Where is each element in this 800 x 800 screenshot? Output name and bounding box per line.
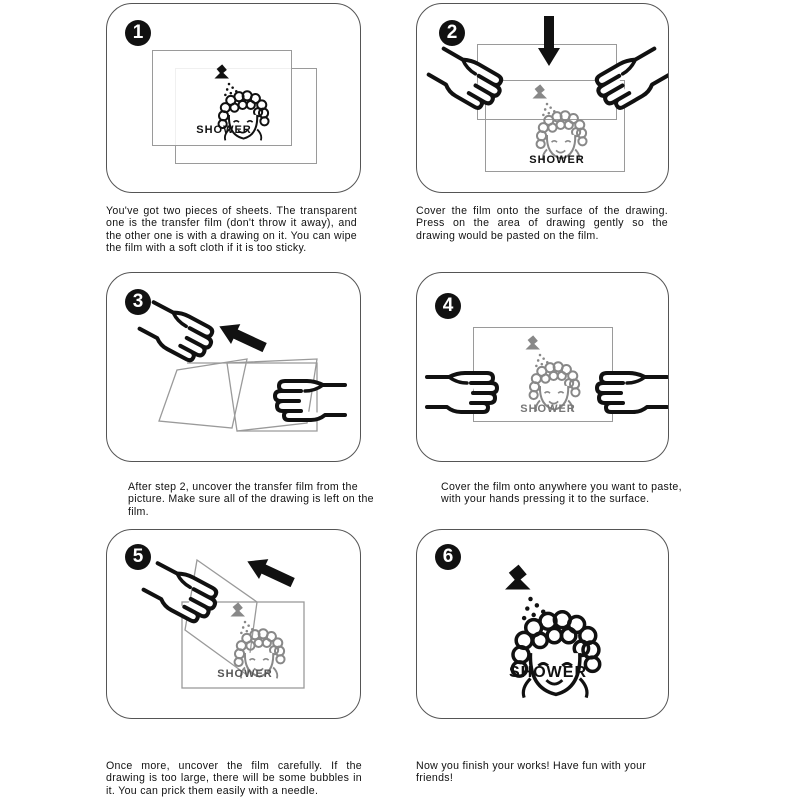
peeling-sheets [107,273,361,462]
right-hand-icon [595,369,667,419]
step-6-panel [416,529,669,719]
girl-illustration [493,564,603,704]
peeling-hand-icon [141,309,217,363]
down-arrow-icon [534,16,564,66]
step-5-number: 5 [125,544,151,570]
step-1-panel [106,3,361,193]
step-4-number: 4 [435,293,461,319]
step-1-number: 1 [125,20,151,46]
peeling-hand-icon [145,570,221,624]
left-hand-icon [431,56,503,106]
shower-label: SHOWER [529,154,585,166]
left-arrow-icon [245,552,305,592]
step-3-panel [106,272,361,462]
step-4-caption: Cover the film onto anywhere you want to paste, with your hands pressing it to the surface. [441,481,682,506]
shower-label: SHOWER [217,668,273,680]
shower-label: SHOWER [196,124,252,136]
step-4-panel [416,272,669,462]
left-arrow-icon [217,317,277,357]
step-2-panel [416,3,669,193]
left-hand-icon [427,369,499,419]
holding-hand-icon [273,377,345,427]
step-5-caption: Once more, uncover the film carefully. If the drawing is too large, there will be some bubbles in it. You can prick them easily with a needle. [106,760,362,797]
step-2-number: 2 [439,20,465,46]
step-3-caption: After step 2, uncover the transfer film from the picture. Make sure all of the drawing is left on the film. [128,481,374,518]
step-6-caption: Now you finish your works! Have fun with your friends! [416,760,647,785]
right-hand-icon [595,56,667,106]
step-3-number: 3 [125,289,151,315]
girl-illustration [527,84,587,164]
step-1-caption: You've got two pieces of sheets. The transparent one is the transfer film (don't throw it away), and the other one is with a drawing on it. You can wipe the film with a soft cloth if it is too sticky. [106,205,357,254]
step-6-number: 6 [435,544,461,570]
shower-label: SHOWER [509,664,587,681]
shower-label: SHOWER [520,403,576,415]
step-2-caption: Cover the film onto the surface of the drawing. Press on the area of drawing gently so the drawing would be pasted on the film. [416,205,668,242]
step-5-panel [106,529,361,719]
